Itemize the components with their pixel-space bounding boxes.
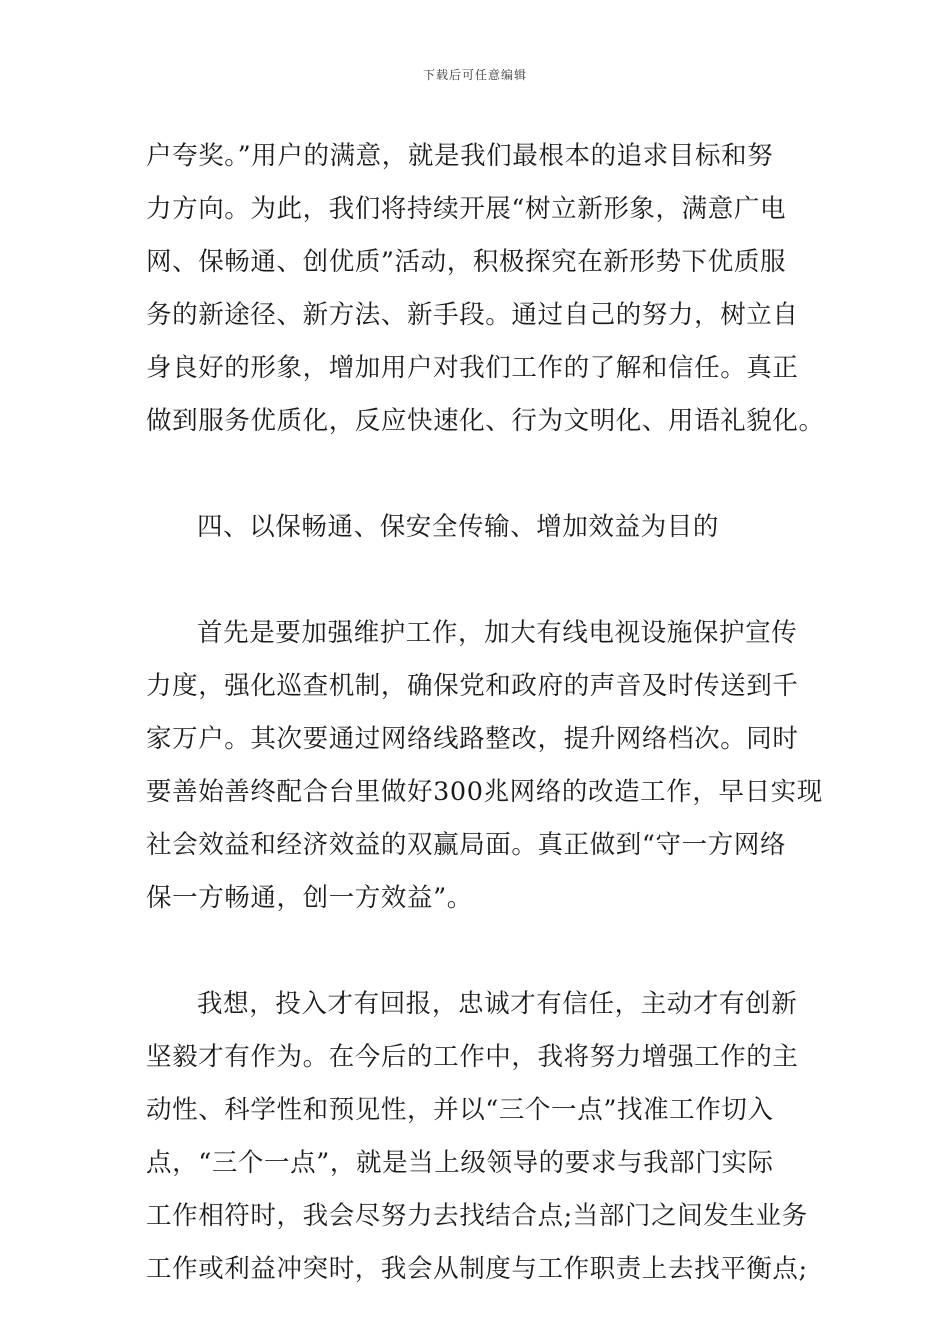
text-line: 社会效益和经济效益的双赢局面。真正做到“守一方网络 [146,830,787,860]
text-line: 工作相符时，我会尽努力去找结合点;当部门之间发生业务 [146,1201,808,1231]
paragraph-gap [146,448,816,501]
text-line: 网、保畅通、创优质”活动，积极探究在新形势下优质服 [146,247,787,277]
text-line: 动性、科学性和预见性，并以“三个一点”找准工作切入 [146,1095,774,1125]
text-line: 户夸奖。”用户的满意，就是我们最根本的追求目标和努 [146,141,774,171]
paragraph-gap [146,925,816,978]
text-line: 务的新途径、新方法、新手段。通过自己的努力，树立自 [146,300,799,330]
section-heading [146,501,816,554]
paragraph-continuation [146,130,825,448]
text-line: 保一方畅通，创一方效益”。 [146,883,473,913]
text-line: 首先是要加强维护工作，加大有线电视设施保护宣传 [197,618,798,648]
text-line: 身良好的形象，增加用户对我们工作的了解和信任。真正 [146,353,799,383]
paragraph-maintenance [146,607,823,925]
page-header: 下载后可任意编辑 [422,68,527,82]
text-line: 要善始善终配合台里做好300兆网络的改造工作，早日实现 [146,777,823,807]
document-body [146,130,825,1296]
text-line: 点，“三个一点”，就是当上级领导的要求与我部门实际 [146,1148,774,1178]
text-line: 工作或利益冲突时，我会从制度与工作职责上去找平衡点; [146,1254,808,1284]
text-line: 家万户。其次要通过网络线路整改，提升网络档次。同时 [146,724,799,754]
paragraph-gap [146,554,816,607]
paragraph-commitment [146,978,816,1296]
text-line: 做到服务优质化，反应快速化、行为文明化、用语礼貌化。 [146,406,825,436]
text-line: 力方向。为此，我们将持续开展“树立新形象，满意广电 [146,194,787,224]
text-line: 我想，投入才有回报，忠诚才有信任，主动才有创新 [197,989,798,1019]
text-line: 坚毅才有作为。在今后的工作中，我将努力增强工作的主 [146,1042,799,1072]
heading-line: 四、以保畅通、保安全传输、增加效益为目的 [197,512,720,542]
text-line: 力度，强化巡查机制，确保党和政府的声音及时传送到千 [146,671,799,701]
